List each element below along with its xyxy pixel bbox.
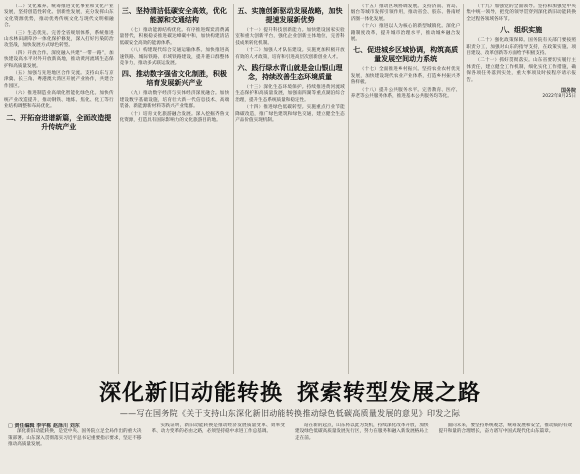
commentary-columns [8, 423, 572, 463]
paragraph: （十）培育文化旅游融合发展。深入挖掘齐鲁文化资源，打造具有国际影响力的文化旅游目的地。 [119, 111, 230, 124]
paragraph: （二）文化素养。统筹推进文化事业和文化产业发展，坚持创造性转化、创新性发展，充分发挥山东文化资源优势，推动优秀传统文化与现代文明相融合。 [4, 4, 114, 29]
commentary-column [295, 423, 429, 463]
section-heading: 八、组织实施 [500, 26, 543, 35]
headline [0, 378, 580, 408]
paragraph: （七）推动能源结构优化。有序推进煤炭消费减量替代，积极稳妥推进碳达峰碳中和，加快构建清洁低碳安全高效的能源体系。 [119, 28, 230, 46]
paragraph: （十八）提升公共服务水平。完善教育、医疗、养老等公共服务体系，推进基本公共服务均等化。 [350, 87, 461, 100]
paragraph: （十四）推进绿色低碳转型。实施重点行业节能降碳改造，推广绿色建筑和绿色交通，建立健全生态产品价值实现机制。 [235, 105, 345, 124]
paragraph: 面向未来，要坚持系统观念，统筹发展和安全，推动质的有效提升和量的合理增长，奋力谱写中国式现代化山东篇章。 [438, 423, 572, 435]
section-heading: 七、促进城乡区域协调，构筑高质量发展空间动力系统 [353, 46, 459, 64]
column-divider [118, 4, 119, 374]
headline-block [0, 378, 580, 422]
paragraph: （十一）提升科技创新能力。加快建设国家实验室和重大创新平台，强化企业创新主体地位，完善科技成果转化机制。 [235, 28, 345, 46]
paragraph: 实践证明，新旧动能转换是推动经济发展质量变革、效率变革、动力变革的必由之路，必须坚持稳中求进工作总基调。 [151, 423, 285, 435]
section-heading: 三、坚持清洁低碳安全高效，优化能源和交通结构 [121, 7, 227, 24]
paragraph: （二十一）抓好贯彻落实。山东省要切实履行主体责任，建立健全工作机制，细化实化工作措施，确保各项任务落到实处，重大事项及时按程序请示报告。 [466, 58, 576, 83]
paragraph: （四）开放合作。深度融入共建“一带一路”，加快建设高水平对外开放新高地，推动黄河流域生态保护和高质量发展。 [4, 50, 114, 69]
column-5 [466, 4, 576, 374]
section-heading: 二、开拓奋进谱新篇，全面改造提升传统产业 [6, 113, 112, 131]
section-heading: 六、践行绿水青山就是金山银山理念，持续改善生态环境质量 [237, 64, 343, 82]
paragraph: （十五）推动区域协调发展。支持济南、青岛、烟台等城市发挥引领作用，推动省会、胶东、鲁南经济圈一体化发展。 [350, 4, 461, 22]
paragraph: 站在新的起点，山东将以此为契机，持续深化改革开放，加快建设绿色低碳高质量发展先行区，努力在服务和融入新发展格局上走在前。 [295, 423, 429, 441]
section-heading: 四、推动数字强省文化制胜，积极培育发展新兴产业 [121, 70, 227, 88]
column-divider [348, 4, 349, 374]
section-heading: 五、实施创新驱动发展战略，加快提速发展新优势 [237, 7, 343, 24]
article-columns [4, 4, 576, 374]
headline-part-1: 深化新旧动能转换 [98, 380, 283, 406]
column-3 [235, 4, 345, 374]
paragraph: （十九）加强党的全面领导。坚持和加强党中央集中统一领导，把党的领导贯穿到深化新旧动能转换全过程各领域各环节。 [466, 4, 576, 22]
paragraph: （五）加强与先进地区合作交流。支持山东与京津冀、长三角、粤港澳大湾区开展产业协作，共建合作园区。 [4, 71, 114, 89]
headline-part-2: 探索转型发展之路 [297, 380, 482, 406]
headline-subtitle: ——写在国务院《关于支持山东深化新旧动能转换推动绿色低碳高质量发展的意见》印发之际 [119, 409, 461, 418]
paragraph: 深化新旧动能转换，是党中央、国务院立足全局作出的重大决策部署。山东深入贯彻落实习近平总书记重要指示要求，坚定不移推动高质量发展。 [8, 429, 142, 448]
paragraph: （十二）加强人才队伍建设。实施更加积极开放有效的人才政策，培育和引进高层次创新创业人才。 [235, 48, 345, 60]
signature-date: 2022年8月25日 [542, 94, 576, 100]
paragraph: （十七）全面推进乡村振兴。坚持农业农村优先发展，加快建设现代农业产业体系，打造乡村振兴齐鲁样板。 [350, 67, 461, 86]
column-divider [233, 4, 234, 374]
paragraph: （九）推动数字经济与实体经济深度融合。加快建设数字基础设施，培育壮大新一代信息技术、高端装备、新能源新材料等新兴产业集群。 [119, 91, 230, 110]
paragraph: （十六）推进以人为核心的新型城镇化。深化户籍制度改革，提升城市治理水平，推动城乡融合发展。 [350, 24, 461, 43]
column-4 [351, 4, 461, 374]
column-2 [120, 4, 230, 374]
signature-name: 国务院 [560, 88, 576, 95]
commentary-column [8, 423, 142, 463]
column-1 [4, 4, 114, 374]
column-divider [463, 4, 464, 374]
commentary-column [439, 423, 573, 463]
paragraph: （六）推进制造业高端化智能化绿色化。加快传统产业改造提升，推动钢铁、地炼、焦化、化工等行业结构调整和布局优化。 [4, 91, 114, 110]
paragraph: （三）生态优先。完善全省规划体系，系统推进山水林田湖草沙一体化保护修复，深入打好污染防治攻坚战，加快发展方式绿色转型。 [4, 30, 114, 49]
paragraph: （八）构建现代综合交通运输体系。加快推进高速铁路、城际铁路、市域铁路建设，提升港口群整体竞争力，推动多式联运发展。 [119, 48, 230, 67]
commentary-column [152, 423, 286, 463]
editor-credit: □ 责任编辑 李宇栋 赵泽川 刘东 [8, 423, 80, 429]
paragraph: （十三）深化生态环境保护。持续推进黄河流域生态保护和高质量发展，加强南四湖等重点湖泊综合治理，提升生态系统质量和稳定性。 [235, 85, 345, 103]
paragraph: （二十）强化政策保障。国务院有关部门要按照职责分工，加强对山东的指导支持，在政策实施、项目建设、改革创新等方面给予积极支持。 [466, 38, 576, 57]
